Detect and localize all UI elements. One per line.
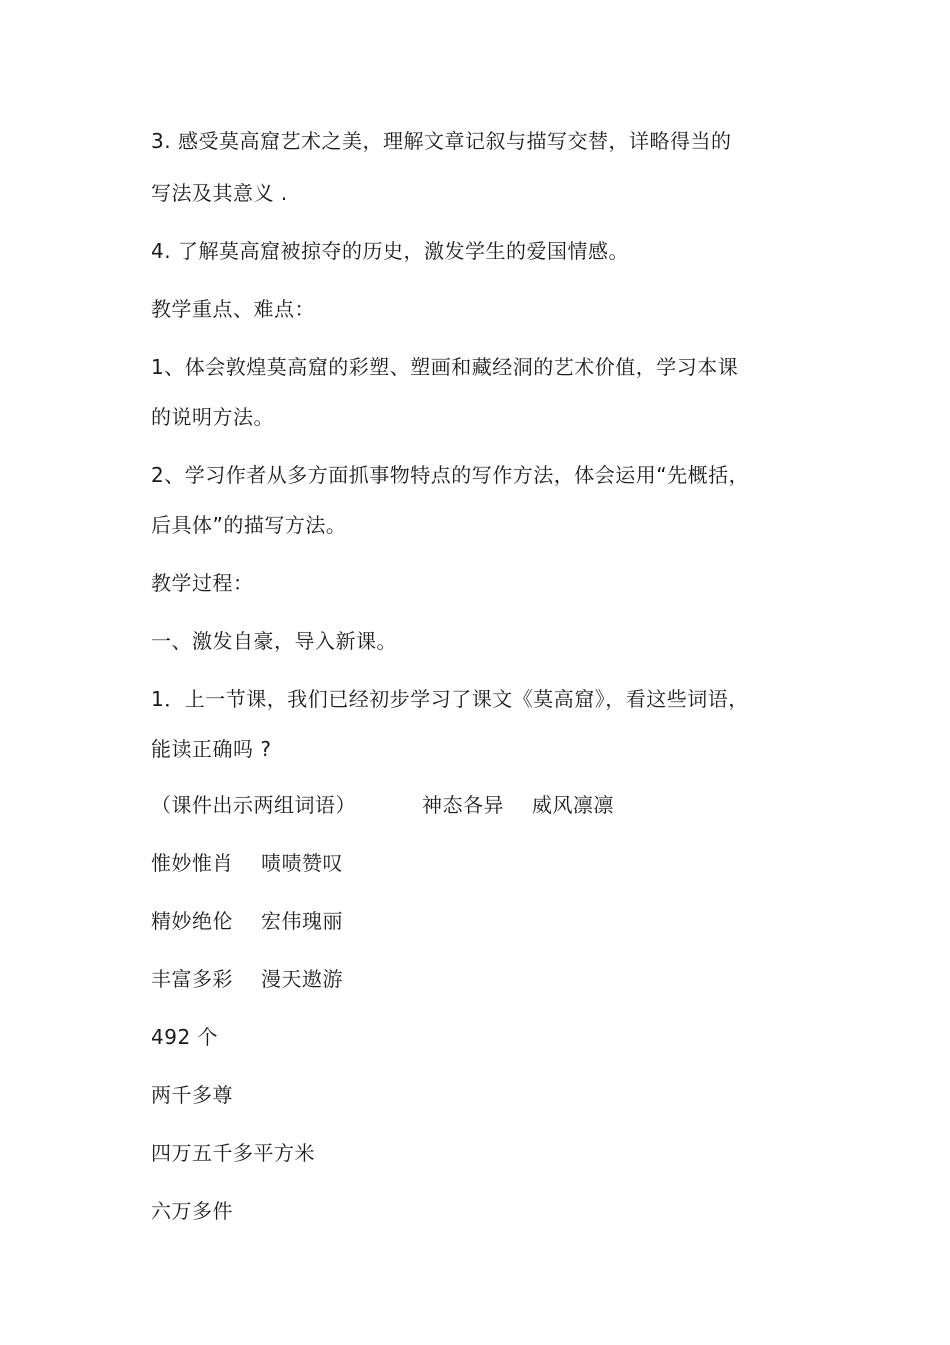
vocab-word: 漫天遨游	[261, 967, 343, 991]
number-term: 两千多尊	[151, 1083, 233, 1107]
objective-3-line-2: 写法及其意义 .	[151, 181, 288, 205]
section-1-heading: 一、激发自豪，导入新课。	[151, 629, 397, 653]
vocab-word: 啧啧赞叹	[261, 851, 343, 875]
vocab-word: 丰富多彩	[151, 967, 233, 991]
key-point-2-line-1: 2、学习作者从多方面抓事物特点的写作方法，体会运用“先概括，	[151, 463, 750, 487]
vocab-word: 惟妙惟肖	[151, 851, 233, 875]
process-heading: 教学过程：	[151, 571, 254, 595]
number-term: 四万五千多平方米	[151, 1141, 315, 1165]
vocab-intro: （课件出示两组词语）	[151, 793, 356, 817]
key-points-heading: 教学重点、难点：	[151, 297, 315, 321]
step-1-line-2: 能读正确吗 ?	[151, 737, 272, 761]
objective-4: 4. 了解莫高窟被掠夺的历史，激发学生的爱国情感。	[151, 239, 629, 263]
key-point-1-line-2: 的说明方法。	[151, 405, 274, 429]
key-point-1-line-1: 1、体会敦煌莫高窟的彩塑、塑画和藏经洞的艺术价值，学习本课	[151, 355, 739, 379]
step-1-line-1: 1．上一节课，我们已经初步学习了课文《莫高窟》，看这些词语，	[151, 687, 749, 711]
vocab-word: 宏伟瑰丽	[261, 909, 343, 933]
key-point-2-line-2: 后具体”的描写方法。	[151, 513, 347, 537]
vocab-word: 神态各异	[422, 793, 504, 817]
number-term: 六万多件	[151, 1199, 233, 1223]
vocab-word: 威风凛凛	[532, 793, 614, 817]
vocab-row-1	[151, 792, 614, 818]
vocab-row-2	[151, 850, 343, 876]
vocab-row-4	[151, 966, 343, 992]
number-term: 492 个	[151, 1025, 219, 1049]
vocab-row-3	[151, 908, 343, 934]
objective-3-line-1: 3. 感受莫高窟艺术之美，理解文章记叙与描写交替，详略得当的	[151, 129, 732, 153]
vocab-word: 精妙绝伦	[151, 909, 233, 933]
